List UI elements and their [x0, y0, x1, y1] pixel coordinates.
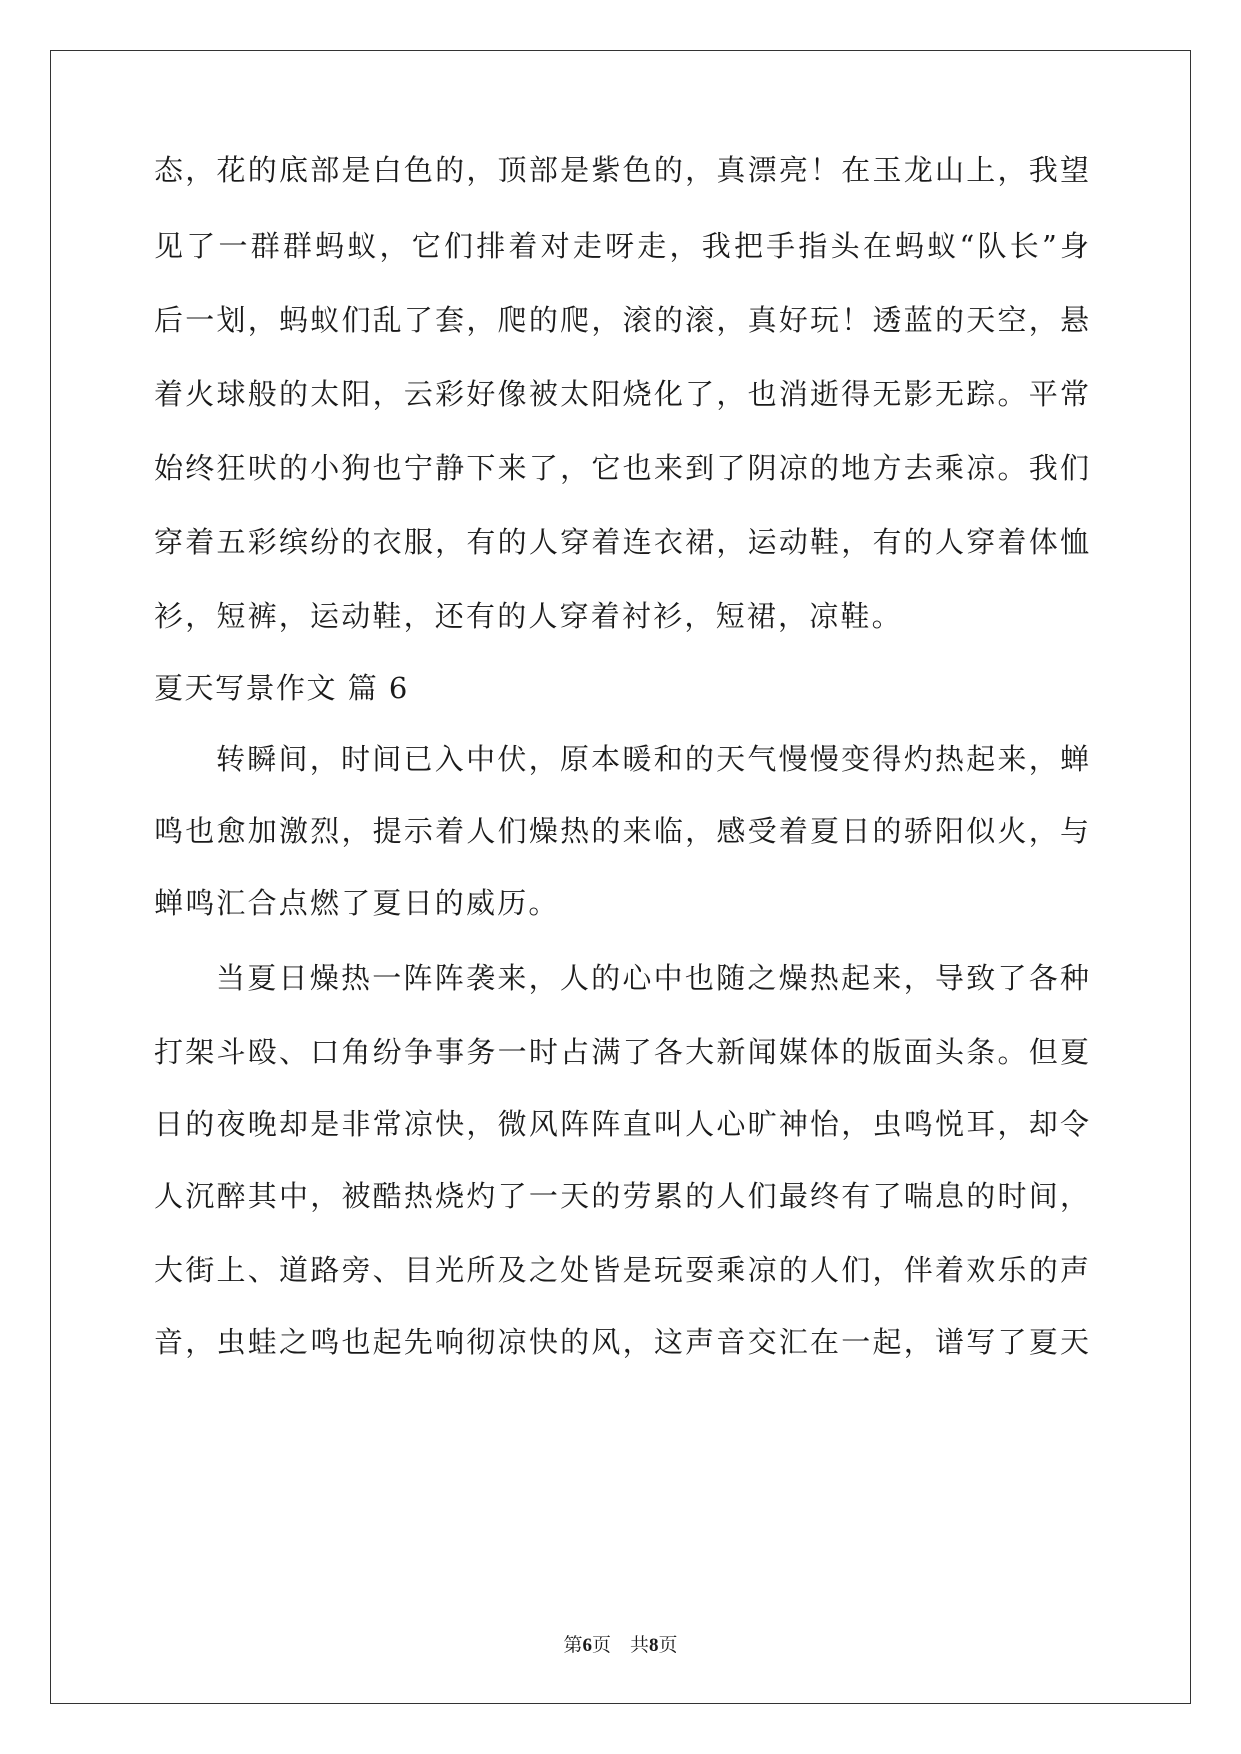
- text-line: 始终狂吠的小狗也宁静下来了，它也来到了阴凉的地方去乘凉。我们: [154, 451, 1089, 485]
- text-line: 态，花的底部是白色的，顶部是紫色的，真漂亮！在玉龙山上，我望: [154, 153, 1089, 187]
- text-line: 日的夜晚却是非常凉快，微风阵阵直叫人心旷神怡，虫鸣悦耳，却令: [154, 1107, 1089, 1141]
- footer-suffix: 页: [658, 1635, 678, 1656]
- text-line: 后一划，蚂蚁们乱了套，爬的爬，滚的滚，真好玩！透蓝的天空，悬: [154, 303, 1089, 337]
- total-page-number: 8: [649, 1635, 659, 1656]
- text-line: 衫，短裤，运动鞋，还有的人穿着衬衫，短裙，凉鞋。: [154, 599, 903, 633]
- text-line: 当夏日燥热一阵阵袭来，人的心中也随之燥热起来，导致了各种: [216, 961, 1089, 995]
- current-page-number: 6: [582, 1635, 592, 1656]
- section-heading: 夏天写景作文 篇 6: [154, 671, 409, 705]
- footer-prefix: 第: [563, 1635, 583, 1656]
- text-line: 人沉醉其中，被酷热烧灼了一天的劳累的人们最终有了喘息的时间，: [154, 1179, 1089, 1213]
- footer-mid: 页 共: [591, 1635, 649, 1656]
- text-line: 鸣也愈加激烈，提示着人们燥热的来临，感受着夏日的骄阳似火，与: [154, 814, 1089, 848]
- text-line: 打架斗殴、口角纷争事务一时占满了各大新闻媒体的版面头条。但夏: [154, 1035, 1089, 1069]
- text-line: 转瞬间，时间已入中伏，原本暖和的天气慢慢变得灼热起来，蝉: [216, 742, 1089, 776]
- text-line: 见了一群群蚂蚁，它们排着对走呀走，我把手指头在蚂蚁“队长”身: [154, 229, 1089, 263]
- text-line: 穿着五彩缤纷的衣服，有的人穿着连衣裙，运动鞋，有的人穿着体恤: [154, 525, 1089, 559]
- page-border: [50, 50, 1191, 1704]
- text-line: 着火球般的太阳，云彩好像被太阳烧化了，也消逝得无影无踪。平常: [154, 377, 1089, 411]
- text-line: 音，虫蛙之鸣也起先响彻凉快的风，这声音交汇在一起，谱写了夏天: [154, 1325, 1089, 1359]
- text-line: 大街上、道路旁、目光所及之处皆是玩耍乘凉的人们，伴着欢乐的声: [154, 1253, 1089, 1287]
- text-line: 蝉鸣汇合点燃了夏日的威历。: [154, 886, 560, 920]
- page-footer: [0, 1634, 1241, 1658]
